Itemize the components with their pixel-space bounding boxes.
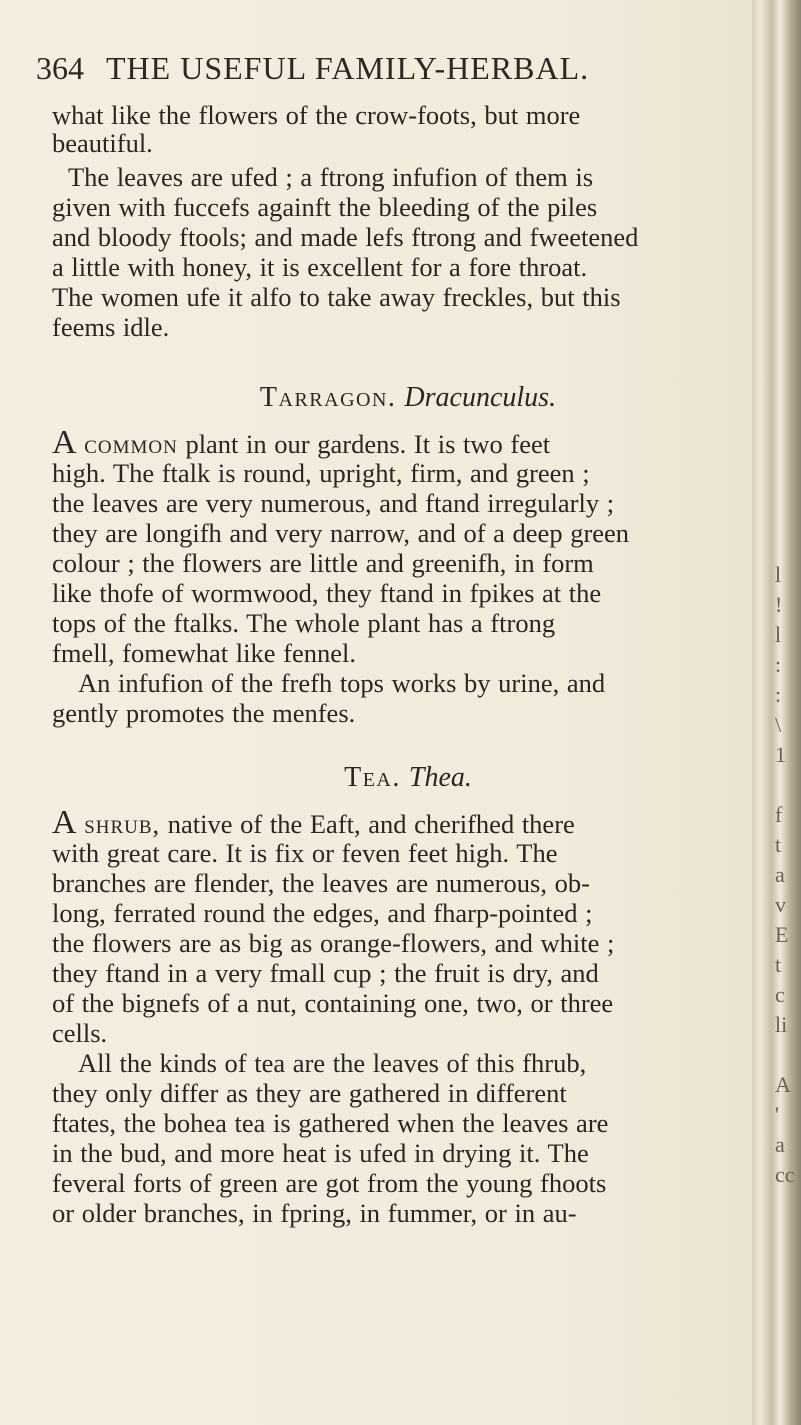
book-title: THE USEFUL FAMILY-HERBAL. — [106, 50, 590, 86]
text-line-lead — [52, 804, 764, 841]
lead-text: plant in our gardens. It is two feet — [185, 429, 551, 459]
lead-initial: A — [52, 424, 77, 461]
text-line: All the kinds of tea are the leaves of this fhrub, — [78, 1048, 587, 1078]
page-number: 364 — [36, 50, 84, 86]
text-line: what like the flowers of the crow-foots, but more — [52, 100, 581, 130]
text-line: branches are flender, the leaves are numerous, ob- — [52, 868, 590, 898]
text-line: long, ferrated round the edges, and fharp-pointed ; — [52, 898, 593, 928]
text-line: cells. — [52, 1018, 108, 1048]
lead-initial: A — [52, 804, 77, 841]
text-line: ftates, the bohea tea is gathered when the leaves are — [52, 1108, 609, 1138]
text-line-lead — [52, 424, 764, 461]
text-line: The women ufe it alfo to take away freckles, but this — [52, 282, 621, 312]
text-line: the flowers are as big as orange-flowers, and white ; — [52, 928, 615, 958]
text-line: the leaves are very numerous, and ftand irregularly ; — [52, 488, 615, 518]
text-line: fmell, fomewhat like fennel. — [52, 638, 356, 668]
section-heading-tea — [52, 762, 764, 794]
lead-smallcaps: shrub, — [84, 809, 161, 839]
text-line: high. The ftalk is round, upright, firm, and green ; — [52, 458, 590, 488]
section-heading-tarragon — [52, 382, 764, 414]
text-line: they ftand in a very fmall cup ; the fruit is dry, and — [52, 958, 599, 988]
text-line: beautiful. — [52, 128, 153, 158]
text-line: feems idle. — [52, 312, 170, 342]
running-head — [36, 50, 736, 87]
text-line: they only differ as they are gathered in different — [52, 1078, 567, 1108]
heading-latin: Dracunculus. — [404, 382, 557, 413]
lead-text: native of the Eaft, and cherifhed there — [167, 809, 575, 839]
text-line: with great care. It is fix or feven feet high. The — [52, 838, 558, 868]
heading-name: Tea. — [344, 762, 401, 793]
text-line: colour ; the flowers are little and greenifh, in form — [52, 548, 594, 578]
lead-smallcaps: common — [84, 429, 178, 459]
text-line: feveral forts of green are got from the young fhoots — [52, 1168, 607, 1198]
text-line: and bloody ftools; and made lefs ftrong and fweetened — [52, 222, 639, 252]
text-line: a little with honey, it is excellent for a fore throat. — [52, 252, 588, 282]
text-line: The leaves are ufed ; a ftrong infufion of them is — [68, 162, 594, 192]
text-line: An infufion of the frefh tops works by urine, and — [78, 668, 606, 698]
text-line: gently promotes the menfes. — [52, 698, 356, 728]
heading-name: Tarragon. — [259, 382, 397, 413]
text-line: of the bignefs of a nut, containing one, two, or three — [52, 988, 614, 1018]
text-line: in the bud, and more heat is ufed in drying it. The — [52, 1138, 589, 1168]
text-line: tops of the ftalks. The whole plant has a ftrong — [52, 608, 556, 638]
text-line: they are longifh and very narrow, and of a deep green — [52, 518, 630, 548]
facing-page-bleed-through: l ! l : : \ 1 f t a v E t c li A ' a cc — [775, 562, 795, 1187]
text-line: given with fuccefs againft the bleeding of the piles — [52, 192, 598, 222]
heading-latin: Thea. — [408, 762, 472, 793]
text-line: like thofe of wormwood, they ftand in fpikes at the — [52, 578, 602, 608]
text-line: or older branches, in fpring, in fummer, or in au- — [52, 1198, 577, 1228]
